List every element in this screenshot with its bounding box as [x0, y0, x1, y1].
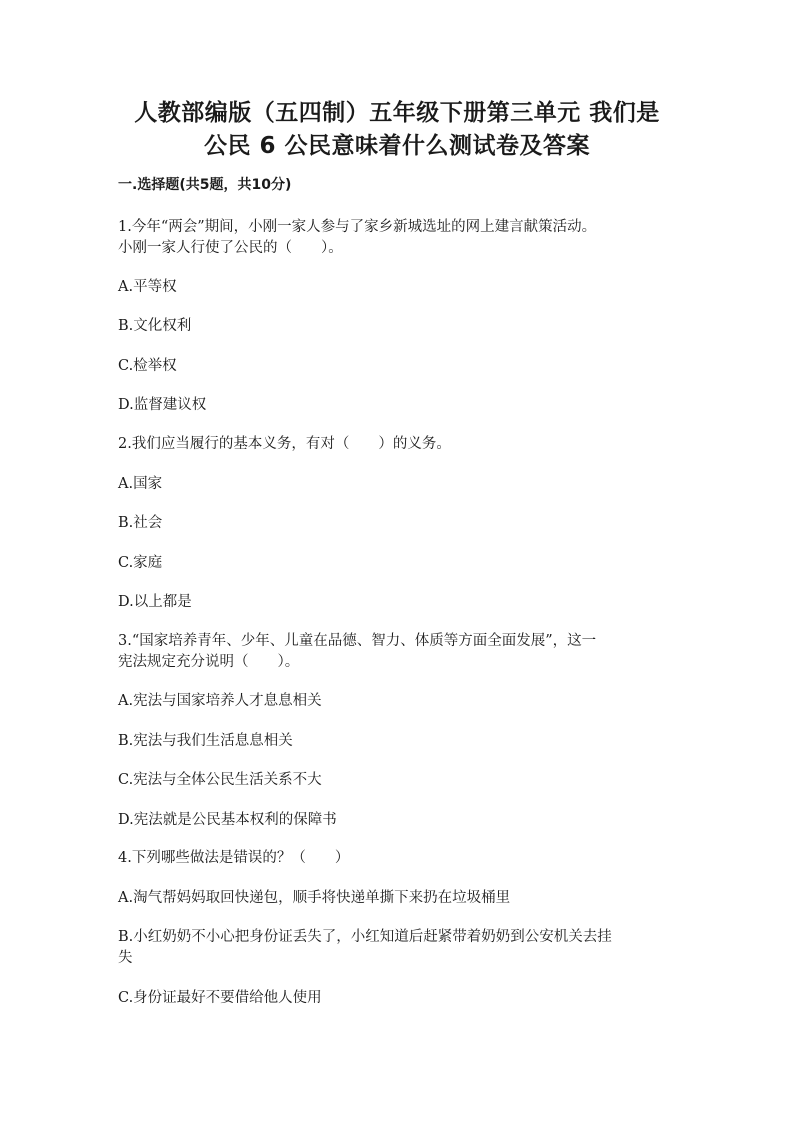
question-1-option-b: B.文化权利	[118, 318, 192, 334]
question-1-option-a: A.平等权	[118, 279, 177, 295]
question-2-option-c: C.家庭	[118, 555, 163, 571]
question-4-stem: 4.下列哪些做法是错误的？（ ）	[118, 850, 350, 866]
section-heading: 一.选择题(共5题，共10分)	[118, 177, 292, 193]
question-3-stem-continued: 宪法规定充分说明（ ）。	[118, 654, 300, 670]
question-2-option-b: B.社会	[118, 515, 163, 531]
question-1-stem: 1.今年“两会”期间，小刚一家人参与了家乡新城选址的网上建言献策活动。	[118, 219, 597, 235]
question-1-option-c: C.检举权	[118, 358, 177, 374]
question-2-option-a: A.国家	[118, 476, 163, 492]
document-title-line-1: 人教部编版（五四制）五年级下册第三单元 我们是	[134, 100, 660, 126]
question-4-option-a: A.淘气帮妈妈取回快递包，顺手将快递单撕下来扔在垃圾桶里	[118, 890, 511, 906]
question-4-option-c: C.身份证最好不要借给他人使用	[118, 990, 322, 1006]
question-3-option-b: B.宪法与我们生活息息相关	[118, 733, 293, 749]
question-3-option-a: A.宪法与国家培养人才息息相关	[118, 693, 322, 709]
question-3-option-c: C.宪法与全体公民生活关系不大	[118, 772, 322, 788]
question-2-option-d: D.以上都是	[118, 594, 192, 610]
question-4-option-b: B.小红奶奶不小心把身份证丢失了，小红知道后赶紧带着奶奶到公安机关去挂	[118, 929, 612, 945]
question-1-stem-continued: 小刚一家人行使了公民的（ ）。	[118, 240, 343, 256]
question-1-option-d: D.监督建议权	[118, 397, 207, 413]
question-3-stem: 3.“国家培养青年、少年、儿童在品德、智力、体质等方面全面发展”，这一	[118, 633, 597, 649]
question-3-option-d: D.宪法就是公民基本权利的保障书	[118, 812, 337, 828]
question-4-option-b-continued: 失	[118, 950, 133, 966]
document-title-line-2: 公民 6 公民意味着什么测试卷及答案	[203, 133, 591, 159]
question-2-stem: 2.我们应当履行的基本义务，有对（ ）的义务。	[118, 436, 451, 452]
